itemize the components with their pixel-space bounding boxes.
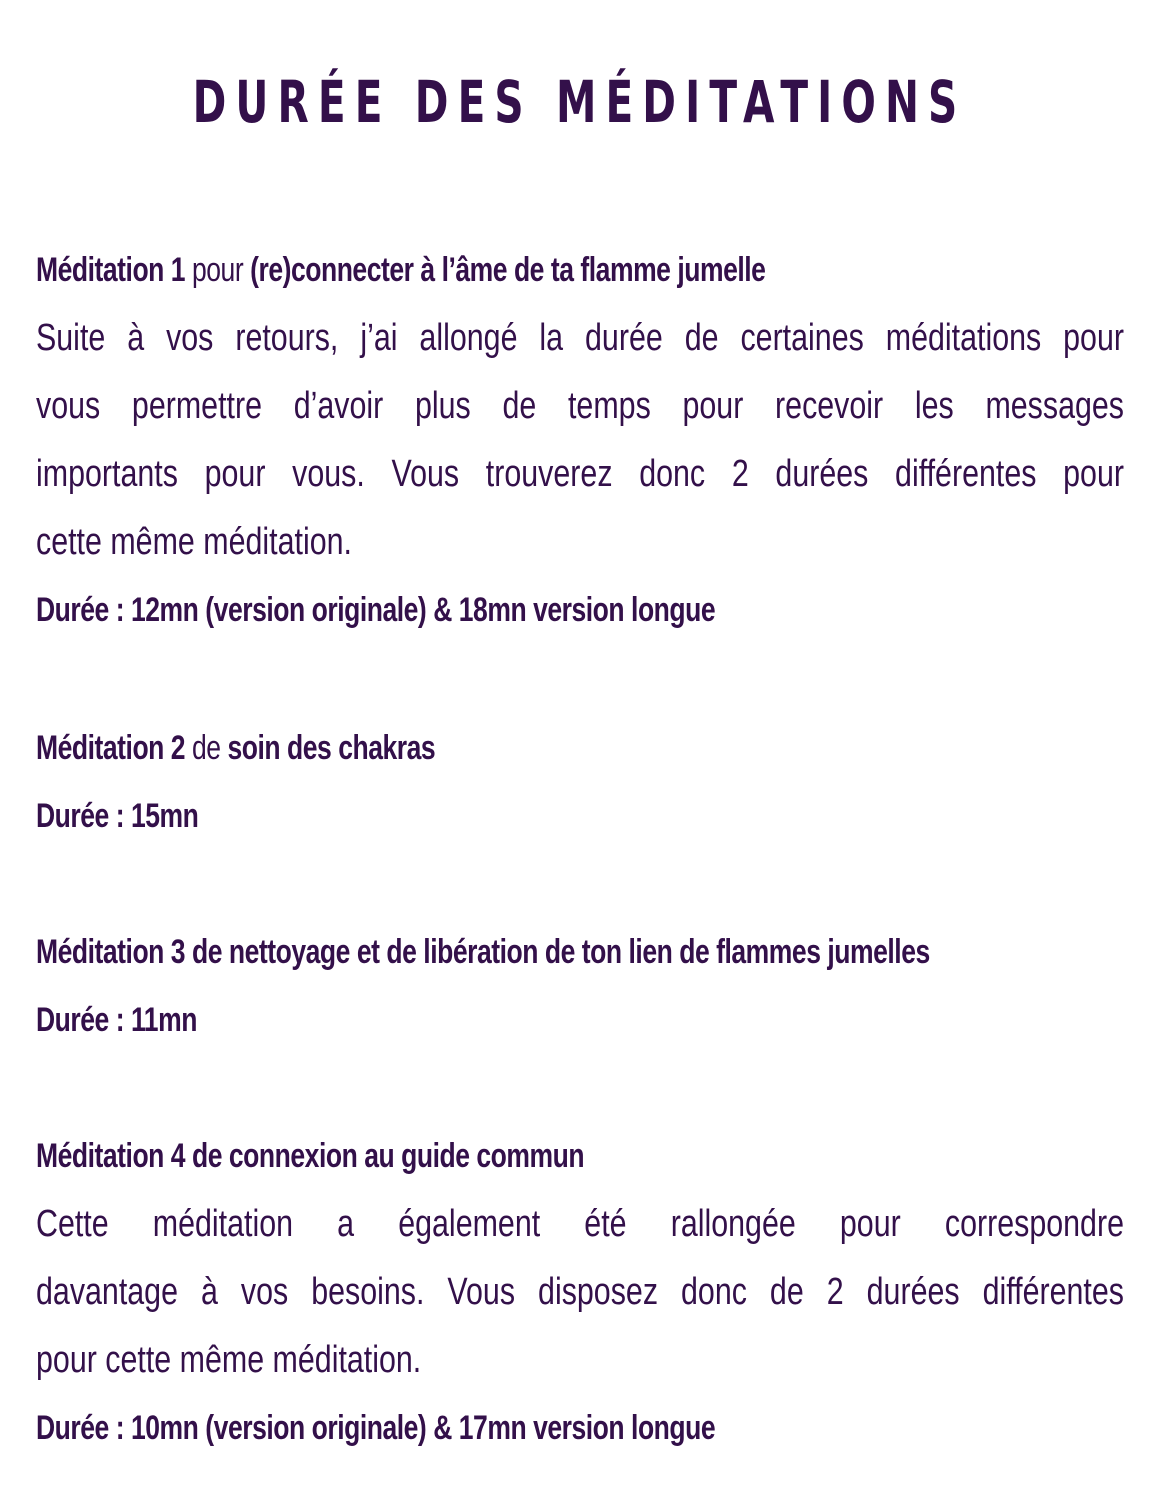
meditation-1-heading — [36, 236, 765, 304]
meditation-4-heading: Méditation 4 de connexion au guide commun — [36, 1137, 585, 1175]
meditation-4-body-line-1: Cette méditation a également été rallongée pour correspondre — [36, 1203, 1124, 1245]
meditation-1-body-line-1: Suite à vos retours, j’ai allongé la durée de certaines méditations pour — [36, 317, 1124, 359]
meditation-1-duration: Durée : 12mn (version originale) & 18mn version longue — [36, 591, 716, 629]
meditation-1-subject: (re)connecter à l’âme de ta flamme jumelle — [250, 251, 766, 289]
meditation-1-body-line-3: importants pour vous. Vous trouverez donc 2 durées différentes pour — [36, 453, 1124, 495]
page-title: DURÉE DES MÉDITATIONS — [192, 68, 967, 136]
meditation-4-body-line-3: pour cette même méditation. — [36, 1339, 422, 1381]
meditation-3-heading: Méditation 3 de nettoyage et de libération de ton lien de flammes jumelles — [36, 933, 930, 971]
meditation-1-connector: pour — [185, 251, 251, 289]
meditation-2-duration: Durée : 15mn — [36, 797, 199, 835]
meditation-1-body-line-2: vous permettre d’avoir plus de temps pour recevoir les messages — [36, 385, 1124, 427]
meditation-2-label: Méditation 2 — [36, 729, 186, 767]
meditation-2-heading — [36, 714, 435, 782]
meditation-4-body-line-2: davantage à vos besoins. Vous disposez donc de 2 durées différentes — [36, 1271, 1124, 1313]
meditation-1-label: Méditation 1 — [36, 251, 186, 289]
meditation-1-body-line-4: cette même méditation. — [36, 521, 352, 563]
meditation-3-duration: Durée : 11mn — [36, 1001, 197, 1039]
meditation-4-duration: Durée : 10mn (version originale) & 17mn version longue — [36, 1409, 716, 1447]
meditation-2-subject: soin des chakras — [227, 729, 436, 767]
meditation-2-connector: de — [185, 729, 228, 767]
